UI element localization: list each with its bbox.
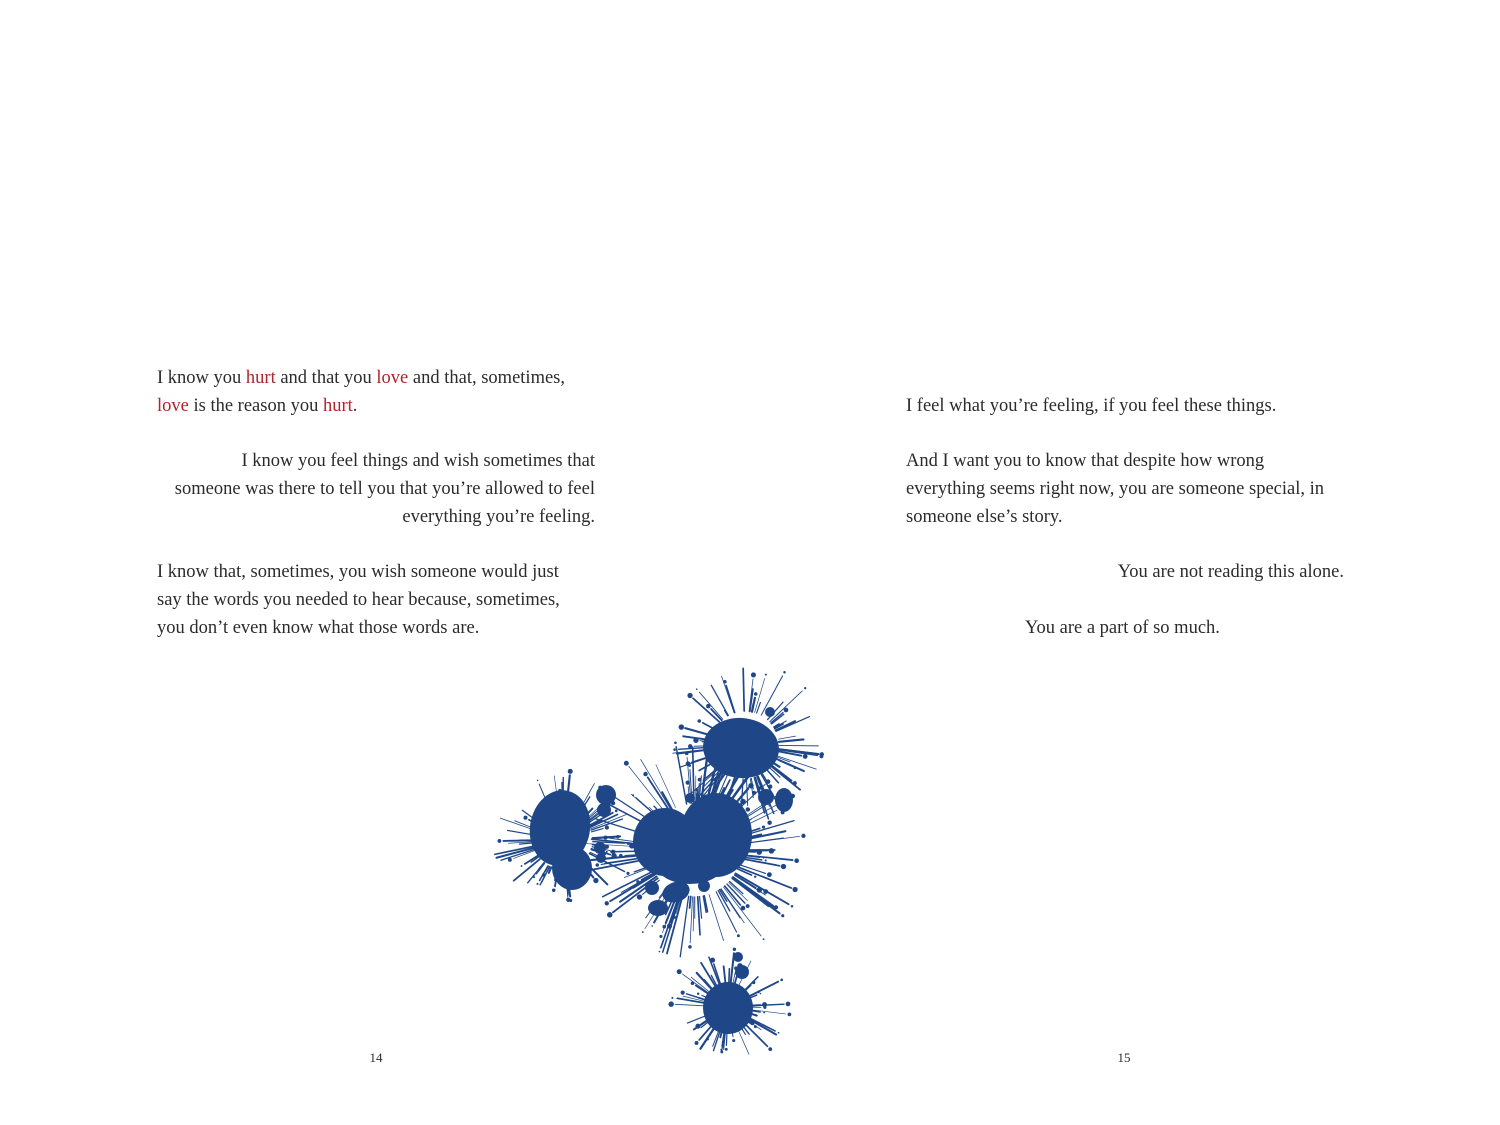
text-segment: and that you — [275, 368, 377, 388]
highlight-word-love: love — [157, 396, 189, 416]
line-not-alone: You are not reading this alone. — [1117, 562, 1344, 582]
text-segment: I know you — [157, 368, 246, 388]
line-part-of-so-much: You are a part of so much. — [1025, 618, 1220, 638]
text-segment: is the reason you — [188, 396, 323, 416]
stanza-2-line-2: someone was there to tell you that you’re allowed to feel — [174, 479, 595, 499]
stanza-1-line-2 — [157, 392, 357, 420]
right-stanza-1: I feel what you’re feeling, if you feel these things. — [906, 396, 1277, 416]
stanza-3-line-2: say the words you needed to hear because, sometimes, — [157, 590, 560, 610]
page-number-right: 15 — [1117, 1050, 1131, 1065]
page-number-left: 14 — [369, 1050, 383, 1065]
stanza-1-line-1 — [157, 364, 565, 392]
right-stanza-2-line-1: And I want you to know that despite how wrong — [906, 451, 1265, 471]
highlight-word-hurt: hurt — [322, 396, 353, 416]
stanza-3-line-1: I know that, sometimes, you wish someone would just — [157, 562, 559, 582]
text-segment: and that, sometimes, — [408, 368, 565, 388]
right-stanza-2-line-2: everything seems right now, you are someone special, in — [906, 479, 1325, 499]
stanza-3-line-3: you don’t even know what those words are. — [157, 618, 480, 638]
stanza-2-line-3: everything you’re feeling. — [402, 507, 595, 527]
right-stanza-2-line-3: someone else’s story. — [906, 507, 1063, 527]
highlight-word-love: love — [376, 368, 409, 388]
text-segment: . — [352, 396, 358, 416]
highlight-word-hurt: hurt — [245, 368, 276, 388]
stanza-2-line-1: I know you feel things and wish sometimes that — [241, 451, 595, 471]
right-page — [750, 0, 1500, 1125]
